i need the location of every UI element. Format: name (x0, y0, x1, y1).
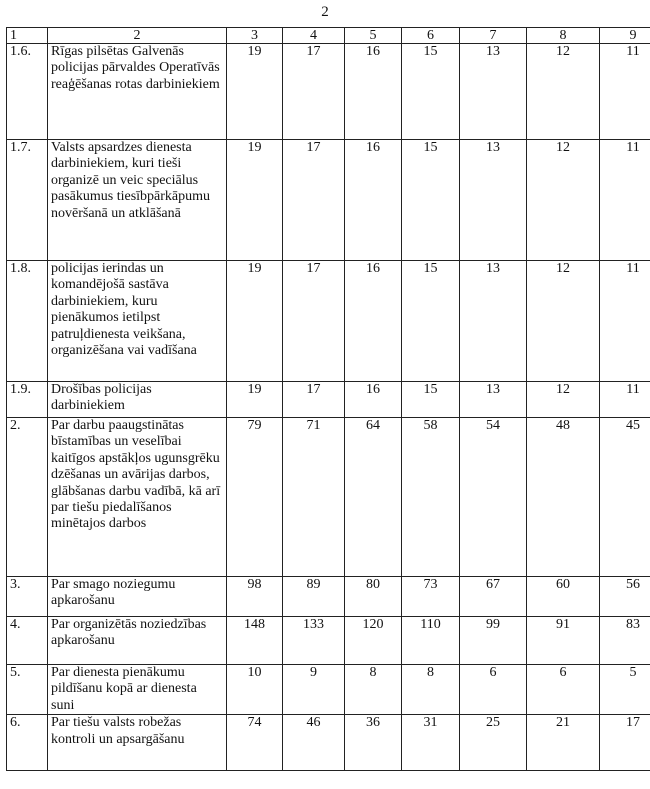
row-number: 1.7. (7, 140, 48, 261)
value-cell: 15 (402, 140, 460, 261)
value-cell: 54 (460, 418, 527, 577)
column-header: 1 (7, 28, 48, 44)
value-cell: 45 (600, 418, 650, 577)
row-number: 4. (7, 617, 48, 665)
value-cell: 17 (600, 715, 650, 771)
value-cell: 56 (600, 577, 650, 617)
value-cell: 16 (345, 382, 402, 418)
value-cell: 79 (227, 418, 283, 577)
column-header: 7 (460, 28, 527, 44)
value-cell: 74 (227, 715, 283, 771)
value-cell: 17 (283, 261, 345, 382)
value-cell: 21 (527, 715, 600, 771)
table-row (7, 140, 650, 261)
row-description: Valsts apsardzes dienesta darbiniekiem, kuri tieši organizē un veic speciālus pasākumus tiesībpārkāpumu novēršanā un atklāšanā (48, 140, 227, 261)
value-cell: 12 (527, 382, 600, 418)
row-description: Par smago noziegumu apkarošanu (48, 577, 227, 617)
value-cell: 9 (283, 665, 345, 715)
table-row (7, 665, 650, 715)
value-cell: 10 (227, 665, 283, 715)
value-cell: 15 (402, 382, 460, 418)
row-description: Par organizētās noziedzības apkarošanu (48, 617, 227, 665)
value-cell: 16 (345, 261, 402, 382)
column-header: 8 (527, 28, 600, 44)
page-number: 2 (321, 4, 329, 20)
value-cell: 58 (402, 418, 460, 577)
value-cell: 5 (600, 665, 650, 715)
value-cell: 99 (460, 617, 527, 665)
value-cell: 133 (283, 617, 345, 665)
row-description: Par tiešu valsts robežas kontroli un apsargāšanu (48, 715, 227, 771)
value-cell: 64 (345, 418, 402, 577)
value-cell: 98 (227, 577, 283, 617)
value-cell: 19 (227, 261, 283, 382)
value-cell: 83 (600, 617, 650, 665)
value-cell: 8 (402, 665, 460, 715)
value-cell: 11 (600, 44, 650, 140)
value-cell: 11 (600, 140, 650, 261)
row-number: 2. (7, 418, 48, 577)
value-cell: 19 (227, 44, 283, 140)
value-cell: 80 (345, 577, 402, 617)
value-cell: 16 (345, 140, 402, 261)
value-cell: 89 (283, 577, 345, 617)
value-cell: 13 (460, 140, 527, 261)
table-row (7, 44, 650, 140)
value-cell: 148 (227, 617, 283, 665)
column-header: 3 (227, 28, 283, 44)
row-number: 1.6. (7, 44, 48, 140)
row-description: Rīgas pilsētas Galvenās policijas pārvaldes Operatīvās reaģēšanas rotas darbiniekiem (48, 44, 227, 140)
value-cell: 110 (402, 617, 460, 665)
row-description: Par darbu paaugstinātas bīstamības un veselībai kaitīgos apstākļos ugunsgrēku dzēšanas un avārijas darbos, glābšanas darbu vadībā, kā arī par tiešu piedalīšanos minētajos darbos (48, 418, 227, 577)
value-cell: 12 (527, 44, 600, 140)
value-cell: 12 (527, 261, 600, 382)
table-body (7, 44, 650, 771)
value-cell: 36 (345, 715, 402, 771)
row-number: 6. (7, 715, 48, 771)
table-row (7, 577, 650, 617)
header-row (7, 28, 650, 44)
value-cell: 73 (402, 577, 460, 617)
table-row (7, 418, 650, 577)
row-number: 1.8. (7, 261, 48, 382)
value-cell: 8 (345, 665, 402, 715)
value-cell: 6 (460, 665, 527, 715)
value-cell: 13 (460, 44, 527, 140)
value-cell: 13 (460, 261, 527, 382)
table-row (7, 261, 650, 382)
table-row (7, 715, 650, 771)
value-cell: 91 (527, 617, 600, 665)
value-cell: 48 (527, 418, 600, 577)
table-row (7, 617, 650, 665)
value-cell: 15 (402, 44, 460, 140)
allowance-table (6, 27, 650, 771)
value-cell: 17 (283, 382, 345, 418)
row-number: 5. (7, 665, 48, 715)
value-cell: 71 (283, 418, 345, 577)
value-cell: 12 (527, 140, 600, 261)
value-cell: 11 (600, 261, 650, 382)
table-row (7, 382, 650, 418)
value-cell: 11 (600, 382, 650, 418)
column-header: 2 (48, 28, 227, 44)
value-cell: 15 (402, 261, 460, 382)
column-header: 4 (283, 28, 345, 44)
value-cell: 19 (227, 140, 283, 261)
value-cell: 17 (283, 44, 345, 140)
value-cell: 31 (402, 715, 460, 771)
row-number: 1.9. (7, 382, 48, 418)
value-cell: 46 (283, 715, 345, 771)
value-cell: 120 (345, 617, 402, 665)
row-description: policijas ierindas un komandējošā sastāva darbiniekiem, kuru pienākumos ietilpst patruļdienesta veikšana, organizēšana vai vadīšana (48, 261, 227, 382)
column-header: 6 (402, 28, 460, 44)
value-cell: 6 (527, 665, 600, 715)
value-cell: 60 (527, 577, 600, 617)
value-cell: 16 (345, 44, 402, 140)
value-cell: 19 (227, 382, 283, 418)
row-number: 3. (7, 577, 48, 617)
column-header: 5 (345, 28, 402, 44)
value-cell: 13 (460, 382, 527, 418)
value-cell: 17 (283, 140, 345, 261)
row-description: Par dienesta pienākumu pildīšanu kopā ar dienesta suni (48, 665, 227, 715)
row-description: Drošības policijas darbiniekiem (48, 382, 227, 418)
value-cell: 67 (460, 577, 527, 617)
value-cell: 25 (460, 715, 527, 771)
column-header: 9 (600, 28, 650, 44)
